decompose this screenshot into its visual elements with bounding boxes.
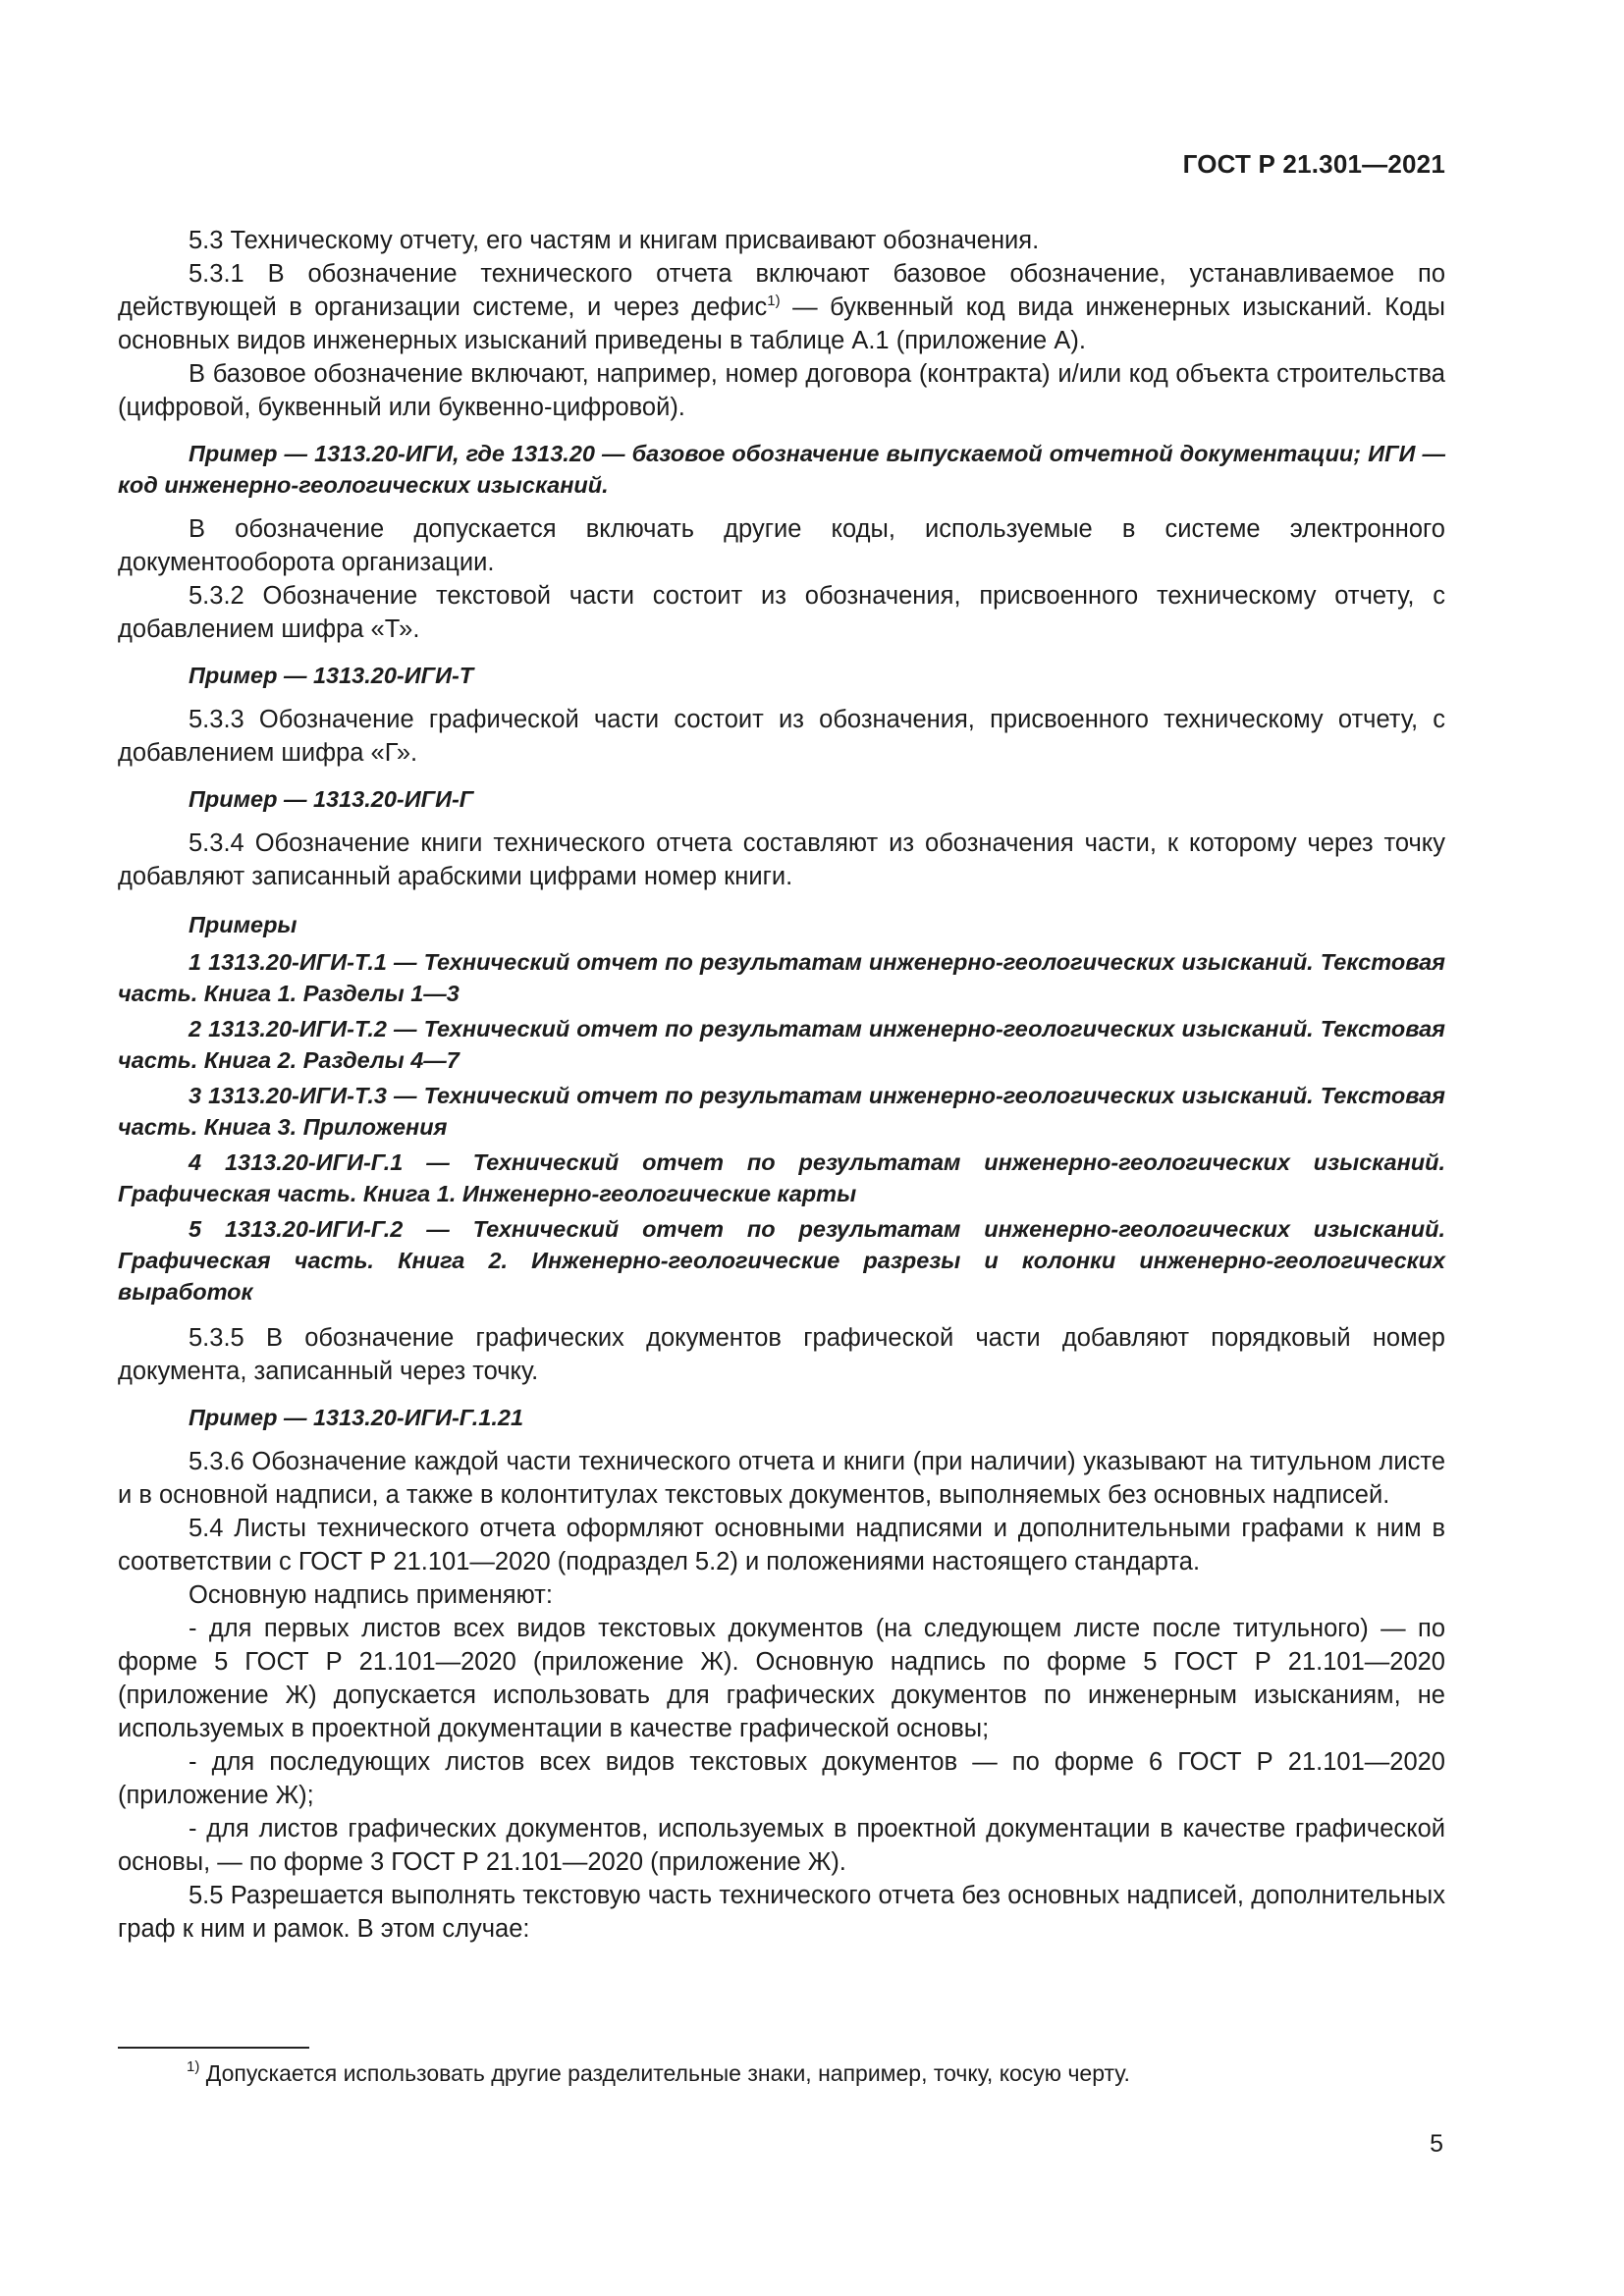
footnote-text: Допускается использовать другие разделительные знаки, например, точку, косую черту. bbox=[199, 2060, 1130, 2086]
example-item: 5 1313.20-ИГИ-Г.2 — Технический отчет по результатам инженерно-геологических изысканий. Графическая часть. Книга 2. Инженерно-геологические разрезы и колонки инженерно-геологических выработок bbox=[118, 1216, 1445, 1305]
paragraph-5-4: 5.4 Листы технического отчета оформляют основными надписями и дополнительными графами к ним в соответствии с ГОСТ Р 21.101—2020 (подраздел 5.2) и положениями настоящего стандарта. bbox=[118, 1515, 1445, 1575]
paragraph-main-inscription: Основную надпись применяют: bbox=[189, 1581, 553, 1609]
paragraph-other-codes: В обозначение допускается включать другие коды, используемые в системе электронного документооборота организации. bbox=[118, 515, 1445, 576]
example-document-number: Пример — 1313.20-ИГИ-Г.1.21 bbox=[189, 1405, 524, 1430]
example-item: 4 1313.20-ИГИ-Г.1 — Технический отчет по результатам инженерно-геологических изысканий. Графическая часть. Книга 1. Инженерно-геологические карты bbox=[118, 1149, 1445, 1206]
paragraph-5-3-1 bbox=[118, 257, 1445, 357]
footnote-marker: 1) bbox=[187, 2058, 200, 2075]
list-item-form-5: - для первых листов всех видов текстовых документов (на следующем листе после титульного) — по форме 5 ГОСТ Р 21.101—2020 (приложение Ж). Основную надпись по форме 5 ГОСТ Р 21.101—2020 (приложение Ж) допускается использовать для графических документов по инженерным изысканиям, не используемых в проектной документации в качестве графической основы; bbox=[118, 1615, 1445, 1742]
list-item-form-6: - для последующих листов всех видов текстовых документов — по форме 6 ГОСТ Р 21.101—2020 (приложение Ж); bbox=[118, 1748, 1445, 1809]
paragraph-base-designation: В базовое обозначение включают, например, номер договора (контракта) и/или код объекта строительства (цифровой, буквенный или буквенно-цифровой). bbox=[118, 360, 1445, 421]
example-text-part: Пример — 1313.20-ИГИ-Т bbox=[189, 663, 474, 688]
footnote-reference: 1) bbox=[767, 293, 781, 309]
paragraph-5-3-1-text: 5.3.1 В обозначение технического отчета включают базовое обозначение, устанавливаемое по действующей в организации системе, и через дефис bbox=[118, 260, 1445, 321]
example-graphic-part: Пример — 1313.20-ИГИ-Г bbox=[189, 786, 474, 812]
paragraph-5-3-3: 5.3.3 Обозначение графической части состоит из обозначения, присвоенного техническому отчету, с добавлением шифра «Г». bbox=[118, 706, 1445, 767]
document-header: ГОСТ Р 21.301—2021 bbox=[1182, 149, 1445, 179]
paragraph-5-5: 5.5 Разрешается выполнять текстовую часть технического отчета без основных надписей, дополнительных граф к ним и рамок. В этом случае: bbox=[118, 1882, 1445, 1943]
example-item: 3 1313.20-ИГИ-Т.3 — Технический отчет по результатам инженерно-геологических изысканий. Текстовая часть. Книга 3. Приложения bbox=[118, 1083, 1445, 1140]
paragraph-5-3-5: 5.3.5 В обозначение графических документов графической части добавляют порядковый номер документа, записанный через точку. bbox=[118, 1324, 1445, 1385]
footnote bbox=[187, 2058, 1443, 2088]
paragraph-5-3-1-text-continued: — буквенный код вида инженерных изысканий. Коды основных видов инженерных изысканий приведены в таблице А.1 (приложение А). bbox=[118, 294, 1445, 354]
paragraph-5-3: 5.3 Техническому отчету, его частям и книгам присваивают обозначения. bbox=[189, 227, 1040, 254]
footnote-divider bbox=[118, 2047, 309, 2049]
examples-heading: Примеры bbox=[189, 912, 298, 937]
example-base-designation: Пример — 1313.20-ИГИ, где 1313.20 — базовое обозначение выпускаемой отчетной документации; ИГИ — код инженерно-геологических изысканий. bbox=[118, 441, 1445, 498]
example-item: 2 1313.20-ИГИ-Т.2 — Технический отчет по результатам инженерно-геологических изысканий. Текстовая часть. Книга 2. Разделы 4—7 bbox=[118, 1016, 1445, 1073]
document-body bbox=[118, 224, 1445, 1946]
paragraph-5-3-6: 5.3.6 Обозначение каждой части технического отчета и книги (при наличии) указывают на титульном листе и в основной надписи, а также в колонтитулах текстовых документов, выполняемых без основных надписей. bbox=[118, 1448, 1445, 1509]
paragraph-5-3-4: 5.3.4 Обозначение книги технического отчета составляют из обозначения части, к которому через точку добавляют записанный арабскими цифрами номер книги. bbox=[118, 829, 1445, 890]
example-item: 1 1313.20-ИГИ-Т.1 — Технический отчет по результатам инженерно-геологических изысканий. Текстовая часть. Книга 1. Разделы 1—3 bbox=[118, 949, 1445, 1006]
paragraph-5-3-2: 5.3.2 Обозначение текстовой части состоит из обозначения, присвоенного техническому отчету, с добавлением шифра «Т». bbox=[118, 582, 1445, 643]
page-number: 5 bbox=[1430, 2130, 1443, 2158]
list-item-form-3: - для листов графических документов, используемых в проектной документации в качестве графической основы, — по форме 3 ГОСТ Р 21.101—2020 (приложение Ж). bbox=[118, 1815, 1445, 1876]
